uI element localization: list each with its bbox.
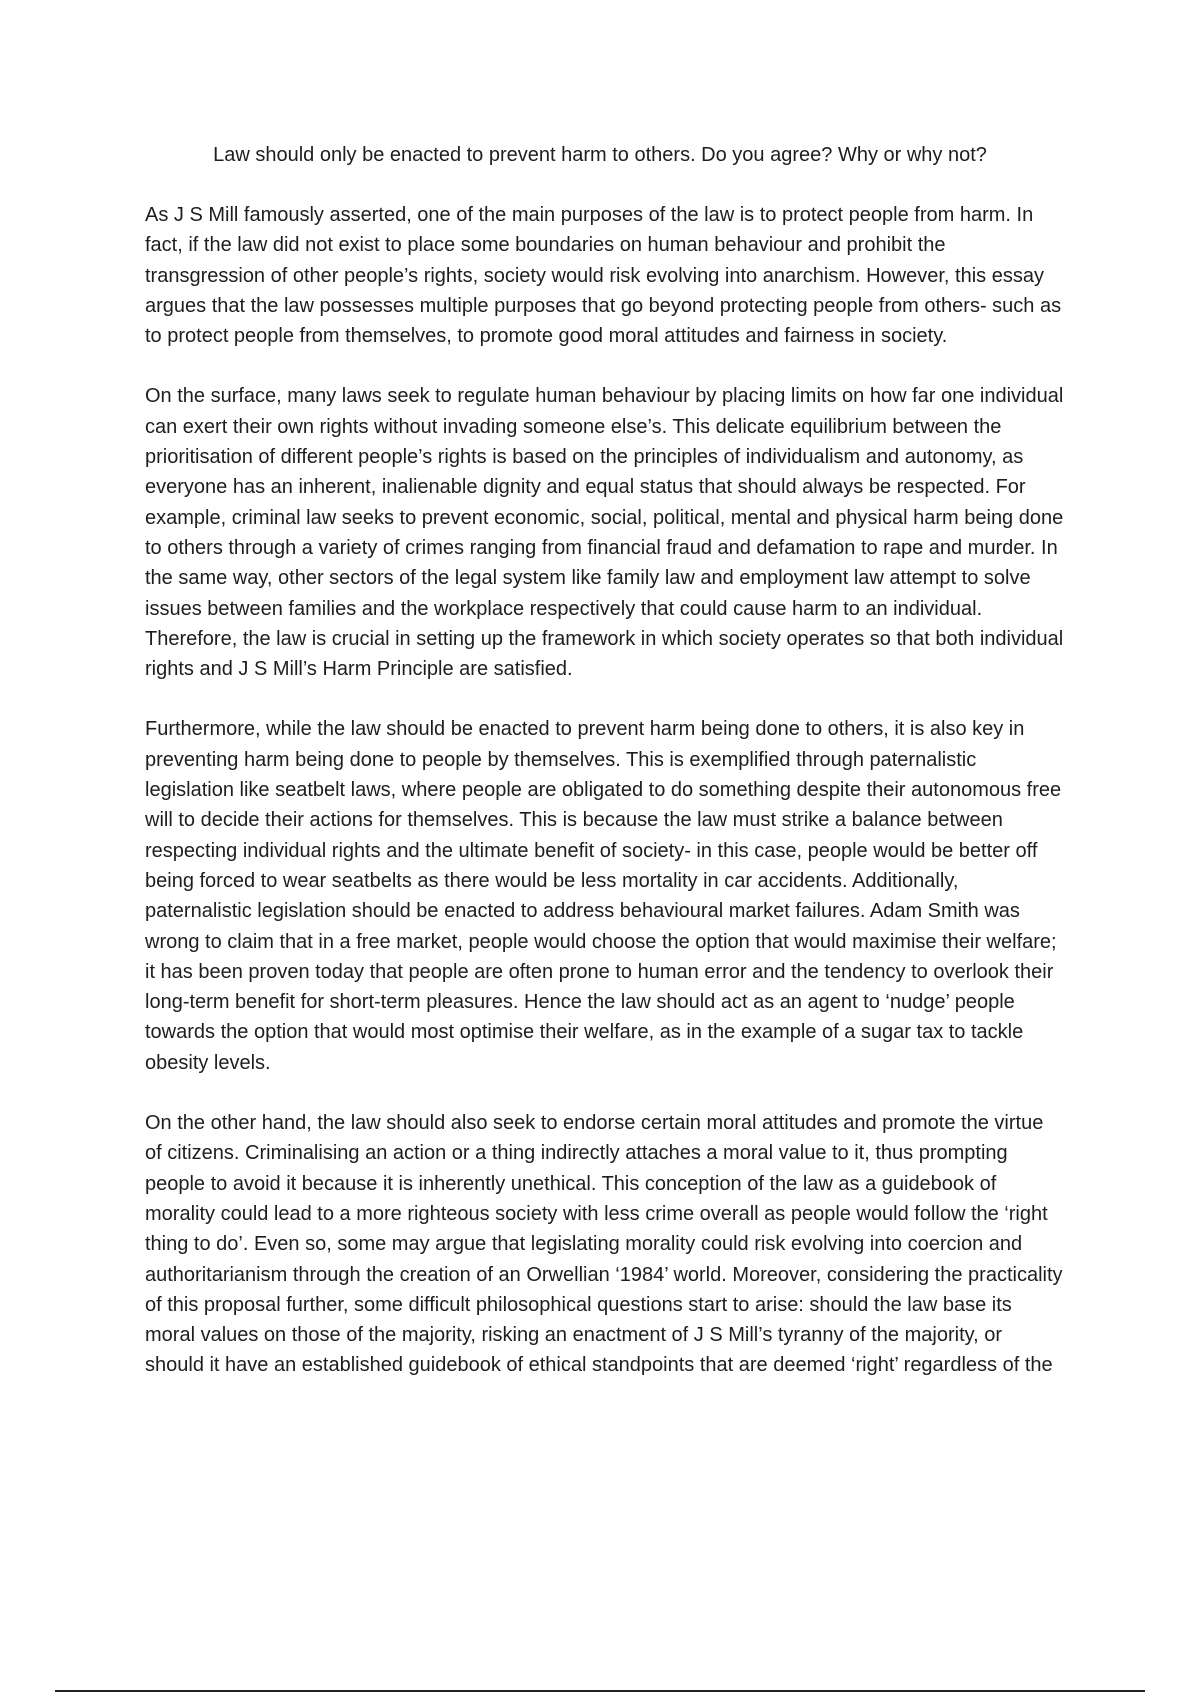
paragraph-paternalism: Furthermore, while the law should be enacted to prevent harm being done to others, it is also key in preventing harm being done to people by themselves. This is exemplified through paternalistic legislation like seatbelt laws, where people are obligated to do something despite their autonomous free will to decide their actions for themselves. This is because the law must strike a balance between respecting individual rights and the ultimate benefit of society- in this case, people would be better off being forced to wear seatbelts as there would be less mortality in car accidents. Additionally, paternalistic legislation should be enacted to address behavioural market failures. Adam Smith was wrong to claim that in a free market, people would choose the option that would maximise their welfare; it has been proven today that people are often prone to human error and the tendency to overlook their long-term benefit for short-term pleasures. Hence the law should act as an agent to ‘nudge’ people towards the option that would most optimise their welfare, as in the example of a sugar tax to tackle obesity levels. [145, 718, 1062, 1074]
paragraph-intro: As J S Mill famously asserted, one of the main purposes of the law is to protect people from harm. In fact, if the law did not exist to place some boundaries on human behaviour and prohibit the transgression of other people’s rights, society would risk evolving into anarchism. However, this essay argues that the law possesses multiple purposes that go beyond protecting people from others- such as to protect people from themselves, to promote good moral attitudes and fairness in society. [145, 204, 1062, 348]
paragraph-morality: On the other hand, the law should also seek to endorse certain moral attitudes and promote the virtue of citizens. Criminalising an action or a thing indirectly attaches a moral value to it, thus prompting people to avoid it because it is inherently unethical. This conception of the law as a guidebook of morality could lead to a more righteous society with less crime overall as people would follow the ‘right thing to do’. Even so, some may argue that legislating morality could risk evolving into coercion and authoritarianism through the creation of an Orwellian ‘1984’ world. Moreover, considering the practicality of this proposal further, some difficult philosophical questions start to arise: should the law base its moral values on those of the majority, risking an enactment of J S Mill’s tyranny of the majority, or should it have an established guidebook of ethical standpoints that are deemed ‘right’ regardless of the [145, 1112, 1063, 1377]
page-bottom-rule [55, 1690, 1145, 1692]
essay-title: Law should only be enacted to prevent harm to others. Do you agree? Why or why not? [213, 144, 987, 166]
essay-body [145, 200, 1065, 1411]
paragraph-harm-to-others: On the surface, many laws seek to regulate human behaviour by placing limits on how far one individual can exert their own rights without invading someone else’s. This delicate equilibrium between the prioritisation of different people’s rights is based on the principles of individualism and autonomy, as everyone has an inherent, inalienable dignity and equal status that should always be respected. For example, criminal law seeks to prevent economic, social, political, mental and physical harm being done to others through a variety of crimes ranging from financial fraud and defamation to rape and murder. In the same way, other sectors of the legal system like family law and employment law attempt to solve issues between families and the workplace respectively that could cause harm to an individual. Therefore, the law is crucial in setting up the framework in which society operates so that both individual rights and J S Mill’s Harm Principle are satisfied. [145, 385, 1064, 681]
